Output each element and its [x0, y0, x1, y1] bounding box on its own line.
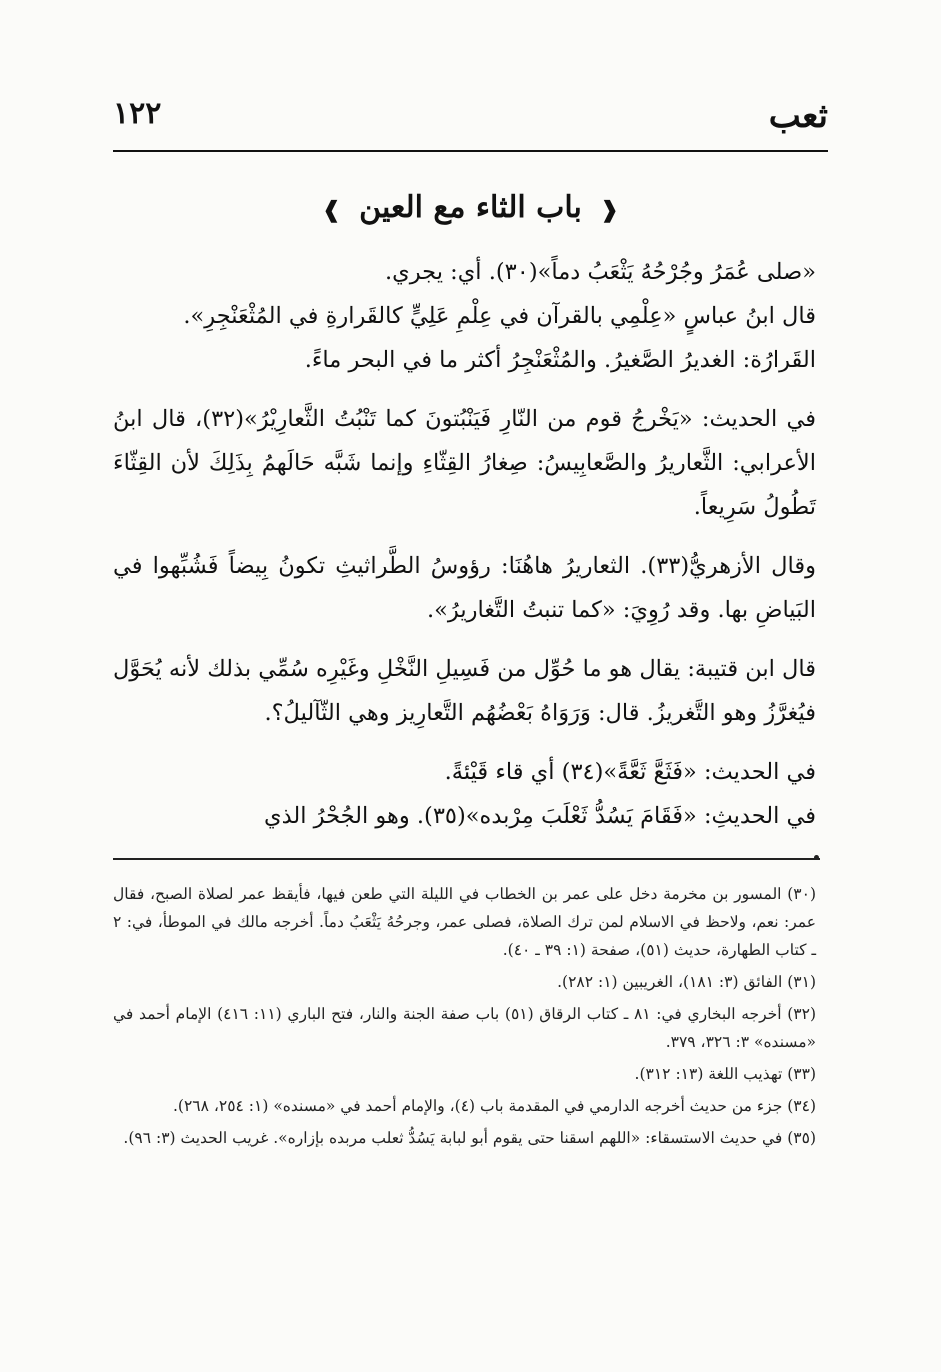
footnote: (٣٤) جزء من حديث أخرجه الدارمي في المقدمة باب (٤)، والإمام أحمد في «مسنده» (١: ٢٥٤، ٢٦٨). — [172, 1097, 816, 1115]
paragraph: قال ابن قتيبة: يقال هو ما حُوِّل من فَسِيلِ النَّخْلِ وغَيْرِه سُمِّي بذلك لأنه يُحَوَّل فيُغرَّزُ وهو التَّغريزُ. قال: وَرَوَاهُ بَعْضُهُم التَّعارِيز وهي الثّآليلُ؟. — [113, 656, 816, 726]
paragraph: «صلى عُمَرُ وجُرْحُهُ يَثْعَبُ دماً»(٣٠). أي: يجري. — [385, 259, 816, 285]
footnote: (٣١) الفائق (٣: ١٨١)، الغريبين (١: ٢٨٢). — [557, 973, 816, 991]
main-text — [113, 250, 816, 838]
ornament-left-icon: ❱ — [322, 197, 341, 223]
page-header — [113, 96, 828, 136]
section-title-row — [113, 190, 828, 225]
paragraph: في الحديث: «فَثَعَّ ثَعَّةً»(٣٤) أي قاء قَيْئةً. — [444, 759, 816, 785]
footnote: (٣٥) في حديث الاستسقاء: «اللهم اسقنا حتى يقوم أبو لبابة يَسُدُّ ثعلب مربده بإزاره». غريب الحديث (٣: ٩٦). — [123, 1129, 816, 1147]
running-head-word: ثعب — [768, 96, 828, 136]
footnotes — [113, 880, 816, 1156]
footnote-rule-dot — [814, 855, 819, 860]
footnote: (٣٣) تهذيب اللغة (١٣: ٣١٢). — [634, 1065, 816, 1083]
footnote: (٣٢) أخرجه البخاري في: ٨١ ـ كتاب الرقاق (٥١) باب صفة الجنة والنار، فتح الباري (١١: ٤١٦) الإمام أحمد في «مسنده» ٣: ٣٢٦، ٣٧٩. — [113, 1005, 816, 1051]
paragraph: وقال الأزهريُّ(٣٣). الثعاريرُ هاهُنَا: رؤوسُ الطَّراثيثِ تكونُ بِيضاً فَشُبِّهوا في البَياضِ بها. وقد رُوِيَ: «كما تنبتُ التَّغاريرُ». — [113, 553, 816, 623]
paragraph: القَرارُة: الغديرُ الصَّغيرُ. والمُثْعَنْجِرُ أكثر ما في البحر ماءً. — [304, 347, 816, 373]
paragraph: قال ابنُ عباسٍ «عِلْمِي بالقرآن في عِلْمِ عَلِيٍّ كالقَرارةِ في المُثْعَنْجِرِ». — [183, 303, 816, 329]
section-title: باب الثاء مع العين — [359, 190, 582, 225]
ornament-right-icon: ❰ — [600, 197, 619, 223]
page-number: ١٢٢ — [113, 96, 162, 131]
paragraph: في الحديث: «يَخْرجُ قوم من النّارِ فَيَنْبُتونَ كما تَنْبُتُ الثَّعارِيْرُ»(٣٢)، قال ابنُ الأعرابي: الثَّعاريرُ والصَّعابِيسُ: صِغارُ القِثّاءِ وإنما شَبَّه حَالَهمُ بِذَلِكَ لأن القِثّاءَ تَطُولُ سَرِيعاً. — [113, 406, 816, 520]
footnote: (٣٠) المسور بن مخرمة دخل على عمر بن الخطاب في الليلة التي طعن فيها، فأيقظ عمر لصلاة الصبح، فقال عمر: نعم، ولاحظ في الاسلام لمن ترك الصلاة، فصلى عمر، وجرحُهُ يَثْعَبُ دماً. أخرجه مالك في الموطأ، في: ٢ ـ كتاب الطهارة، حديث (٥١)، صفحة (١: ٣٩ ـ ٤٠). — [113, 885, 816, 959]
paragraph: في الحديثِ: «فَقَامَ يَسُدُّ ثَعْلَبَ مِرْبده»(٣٥). وهو الجُحْرُ الذي — [263, 803, 816, 829]
header-rule — [113, 150, 828, 152]
footnote-rule — [113, 858, 820, 860]
